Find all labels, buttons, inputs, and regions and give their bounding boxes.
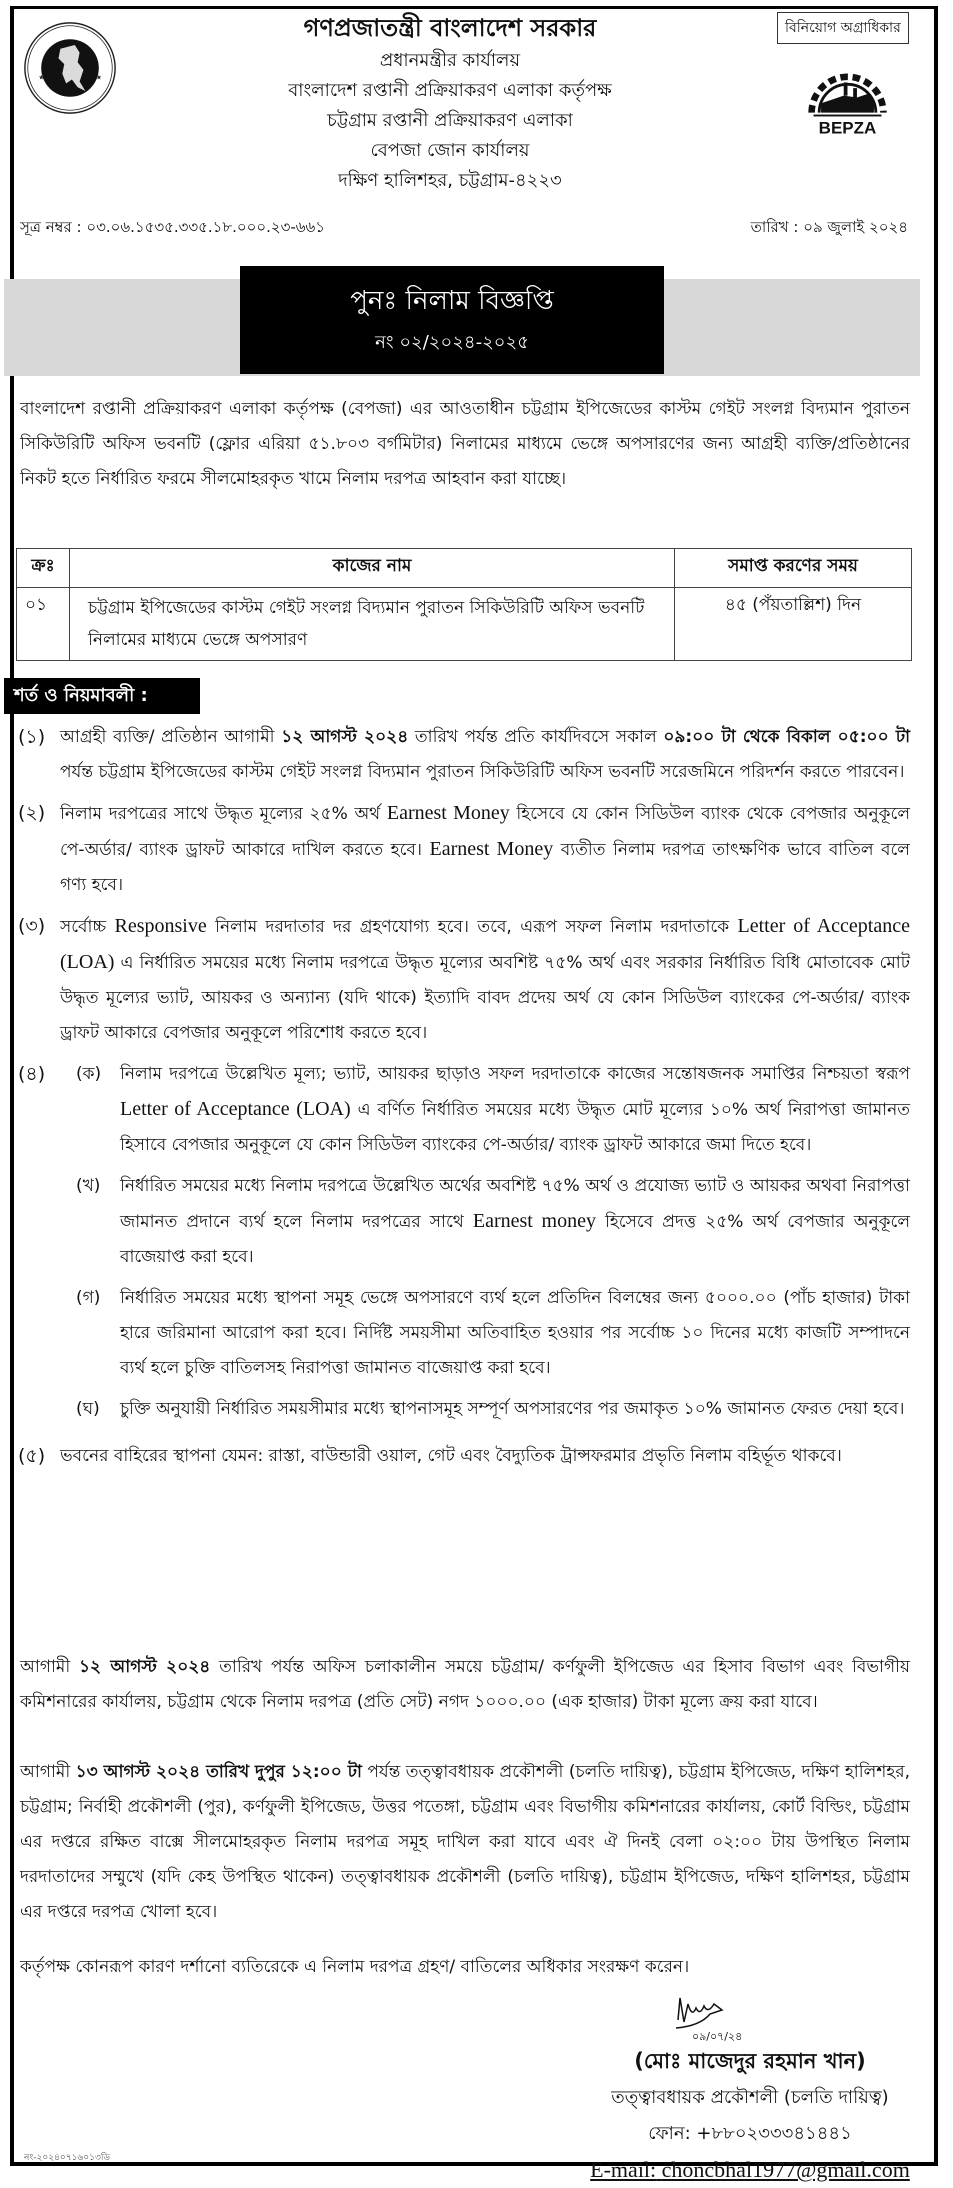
rule-number: (৩) xyxy=(18,915,46,937)
svg-text:BEPZA: BEPZA xyxy=(818,118,877,138)
column-header-serial: ক্রঃ xyxy=(17,549,70,588)
rule-text: হিসেবে প্রদত্ত ২৫% অর্থ বেপজার অনুকূলে বাজেয়াপ্ত করা হবে। xyxy=(120,1212,910,1267)
svg-text:★: ★ xyxy=(38,73,45,82)
work-table xyxy=(16,548,912,661)
rights-paragraph: কর্তৃপক্ষ কোনরূপ কারণ দর্শানো ব্যতিরেকে এ নিলাম দরপত্র গ্রহণ/ বাতিলের অধিকার সংরক্ষণ করেন। xyxy=(20,1957,690,1977)
rule-4-kha xyxy=(76,1169,910,1275)
office-name: বেপজা জোন কার্যালয় xyxy=(370,140,530,161)
signatory-designation: তত্ত্বাবধায়ক প্রকৌশলী (চলতি দায়িত্ব) xyxy=(611,2087,889,2108)
table-header-row xyxy=(17,549,912,588)
signatory-email-line xyxy=(560,2152,940,2188)
rule-4-ga xyxy=(76,1281,910,1386)
rule-text: ভবনের বাহিরের স্থাপনা যেমন: রাস্তা, বাউন্ডারী ওয়াল, গেট এবং বৈদ্যুতিক ট্রান্সফরমার প্রভৃতি নিলাম বহির্ভূত থাকবে। xyxy=(60,1446,842,1466)
rule-text: নির্ধারিত সময়ের মধ্যে নিলাম দরপত্রে উল্লেখিত অর্থের অবশিষ্ট ৭৫% অর্থ ও প্রযোজ্য ভ্যাট ও আয়কর অথবা নিরাপত্তা জামানত প্রদানে ব্যর্থ হলে নিলাম দরপত্রের সাথে xyxy=(120,1176,910,1232)
intro-paragraph: বাংলাদেশ রপ্তানী প্রক্রিয়াকরণ এলাকা কর্তৃপক্ষ (বেপজা) এর আওতাধীন চট্টগ্রাম ইপিজেডের কাস্টম গেইট সংলগ্ন বিদ্যমান পুরাতন সিকিউরিটি অফিস ভবনটি (ফ্লোর এরিয়া ৫১.৮০৩ বর্গমিটার) নিলামের মাধ্যমে ভেঙ্গে অপসারণের জন্য আগ্রহী ব্যক্তি/প্রতিষ্ঠানের নিকট হতে নির্ধারিত ফরমে সীলমোহরকৃত খামে নিলাম দরপত্র আহবান করা যাচ্ছে। xyxy=(20,399,910,489)
letterhead xyxy=(150,10,750,196)
ministry-name: প্রধানমন্ত্রীর কার্যালয় xyxy=(379,50,521,71)
rule-4-gha xyxy=(76,1392,910,1427)
paragraph-text: আগামী xyxy=(20,1762,76,1782)
purchase-deadline: ১২ আগস্ট ২০২৪ xyxy=(79,1657,211,1677)
investment-priority-label: বিনিয়োগ অগ্রাধিকার xyxy=(777,12,909,44)
rule-text: এ নির্ধারিত সময়ের মধ্যে নিলাম দরপত্রে উদ্ধৃত মূল্যের অবশিষ্ট ৭৫% অর্থ এবং সরকার নির্ধারিত বিধি মোতাবেক মোট উদ্ধৃত মূল্যের ভ্যাট, আয়কর ও অন্যান্য (যদি থাকে) ইত্যাদি বাবদ প্রদেয় অর্থ যে কোন সিডিউল ব্যাংকের পে-অর্ডার/ ব্যাংক ড্রাফট আকারে বেপজার অনুকূলে পরিশোধ করতে হবে। xyxy=(60,953,910,1043)
zone-name: চট্টগ্রাম রপ্তানী প্রক্রিয়াকরণ এলাকা xyxy=(327,110,573,131)
rule-text: ব্যতীত নিলাম দরপত্র তাৎক্ষণিক ভাবে বাতিল বলে গণ্য হবে। xyxy=(60,840,910,895)
earnest-money-term: Earnest Money xyxy=(386,802,510,824)
earnest-money-term: Earnest Money xyxy=(429,838,554,860)
submission-deadline: ১৩ আগস্ট ২০২৪ তারিখ দুপুর ১২:০০ টা xyxy=(75,1762,362,1782)
notice-title-box xyxy=(240,266,664,374)
sub-rule-number: (খ) xyxy=(76,1176,101,1196)
rule-text: হিসেবে যে কোন সিডিউল ব্যাংক থেকে বেপজার অনুকূলে পে-অর্ডার/ ব্যাংক ড্রাফট আকারে দাখিল করতে হবে। xyxy=(60,804,910,860)
rule-text: নিলাম দরপত্রের সাথে উদ্ধৃত মূল্যের ২৫% অর্থ xyxy=(60,804,387,824)
notice-title: পুনঃ নিলাম বিজ্ঞপ্তি xyxy=(350,286,554,316)
paragraph-text: আগামী xyxy=(20,1657,80,1677)
submission-paragraph xyxy=(20,1755,910,1930)
bepza-logo-icon xyxy=(800,56,895,141)
signature-date: ০৯/০৭/২৪ xyxy=(692,2030,743,2043)
earnest-money-term: Earnest money xyxy=(472,1210,596,1232)
svg-text:★: ★ xyxy=(95,73,102,82)
rule-number: (১) xyxy=(18,726,46,748)
rule-text: এ বর্ণিত নির্ধারিত সময়ের মধ্যে উদ্ধৃত মোট মূল্যের ১০% অর্থ নিরাপত্তা জামানত হিসাবে বেপজার অনুকূলে যে কোন সিডিউল ব্যাংকের পে-অর্ডার/ ব্যাংক ড্রাফট আকারে জমা দিতে হবে। xyxy=(120,1100,910,1155)
loa-term: Letter of Acceptance (LOA) xyxy=(120,1098,351,1120)
loa-term: Letter of Acceptance (LOA) xyxy=(60,915,910,973)
rule-4-ka xyxy=(76,1057,910,1163)
rule-text: নির্ধারিত সময়ের মধ্যে স্থাপনা সমূহ ভেঙ্গে অপসারণে ব্যর্থ হলে প্রতিদিন বিলম্বের জন্য ৫০০০.০০ (পাঁচ হাজার) টাকা হারে জরিমানা আরোপ করা হবে। নির্দিষ্ট সময়সীমা অতিবাহিত হওয়ার পর সর্বোচ্চ ১০ দিনের মধ্যে কাজটি সম্পাদনে ব্যর্থ হলে চুক্তি বাতিলসহ নিরাপত্তা জামানত বাজেয়াপ্ত করা হবে। xyxy=(120,1288,910,1378)
terms-list xyxy=(18,720,910,1480)
rule-number: (৫) xyxy=(18,1445,46,1467)
footer-code: নং-২০২৪০৭১৬০১৩ডি xyxy=(24,2153,111,2163)
rule-text: নিলাম দরপত্রে উল্লেখিত মূল্য; ভ্যাট, আয়কর ছাড়াও সফল দরদাতাকে কাজের সন্তোষজনক সমাপ্তির নিশ্চয়তা স্বরূপ xyxy=(120,1064,910,1084)
cell-serial: ০১ xyxy=(17,588,70,661)
sub-rule-number: (ক) xyxy=(76,1064,102,1084)
rule-number: (৪) xyxy=(18,1063,46,1085)
cell-completion-time: ৪৫ (পঁয়তাল্লিশ) দিন xyxy=(675,588,912,661)
notice-number: নং ০২/২০২৪-২০২৫ xyxy=(375,332,529,353)
rule-text: পর্যন্ত চট্টগ্রাম ইপিজেডের কাস্টম গেইট সংলগ্ন বিদ্যমান পুরাতন সিকিউরিটি অফিস ভবনটি সরেজমিনে পরিদর্শন করতে পারবেন। xyxy=(60,762,905,782)
rule-2 xyxy=(18,796,910,903)
rule-text: সর্বোচ্চ xyxy=(60,917,115,937)
paragraph-text: তারিখ পর্যন্ত অফিস চলাকালীন সময়ে চট্টগ্রাম/ কর্ণফুলী ইপিজেড এর হিসাব বিভাগ এবং বিভাগীয় কমিশনারের কার্যালয়, চট্টগ্রাম থেকে নিলাম দরপত্র (প্রতি সেট) নগদ ১০০০.০০ (এক হাজার) টাকা মূল্যে ক্রয় করা যাবে। xyxy=(20,1657,911,1712)
column-header-completion-time: সমাপ্ত করণের সময় xyxy=(675,549,912,588)
table-row xyxy=(17,588,912,661)
inspection-hours: ০৯:০০ টা থেকে বিকাল ০৫:০০ টা xyxy=(663,727,911,747)
cell-work-name: চট্টগ্রাম ইপিজেডের কাস্টম গেইট সংলগ্ন বিদ্যমান পুরাতন সিকিউরিটি অফিস ভবনটি নিলামের মাধ্যমে ভেঙ্গে অপসারণ xyxy=(70,588,675,661)
government-seal-icon xyxy=(22,20,118,116)
terms-heading: শর্ত ও নিয়মাবলী : xyxy=(4,678,200,714)
signatory-phone: ফোন: +৮৮০২৩৩৩৪১৪৪১ xyxy=(648,2123,852,2144)
authority-name: বাংলাদেশ রপ্তানী প্রক্রিয়াকরণ এলাকা কর্তৃপক্ষ xyxy=(288,80,612,101)
rule-5 xyxy=(18,1439,910,1474)
office-address: দক্ষিণ হালিশহর, চট্টগ্রাম-৪২২৩ xyxy=(338,170,562,191)
rule-3 xyxy=(18,909,910,1051)
rule-4 xyxy=(18,1057,910,1433)
signature-block xyxy=(560,1990,940,2188)
sub-rule-number: (ঘ) xyxy=(76,1399,100,1419)
sub-rule-number: (গ) xyxy=(76,1288,101,1308)
email-link[interactable]: choncbhal1977@gmail.com xyxy=(661,2157,910,2182)
reference-number: সূত্র নম্বর : ০৩.০৬.১৫৩৫.৩৩৫.১৮.০০০.২৩-৬৬১ xyxy=(20,218,326,236)
inspection-deadline: ১২ আগস্ট ২০২৪ xyxy=(281,727,409,747)
paragraph-text: পর্যন্ত তত্ত্বাবধায়ক প্রকৌশলী (চলতি দায়িত্ব), চট্টগ্রাম ইপিজেড, দক্ষিণ হালিশহর, চট্টগ্রাম; নির্বাহী প্রকৌশলী (পুর), কর্ণফুলী ইপিজেড, উত্তর পতেঙ্গা, চট্টগ্রাম এবং বিভাগীয় কমিশনারের কার্যালয়, কোর্ট বিল্ডিং, চট্টগ্রাম এর দপ্তরে রক্ষিত বাক্সে সীলমোহরকৃত নিলাম দরপত্র সমূহ দাখিল করা যাবে এবং ঐ দিনই বেলা ০২:০০ টায় উপস্থিত নিলাম দরদাতাদের সম্মুখে (যদি কেহ উপস্থিত থাকেন) তত্ত্বাবধায়ক প্রকৌশলী (চলতি দায়িত্ব), চট্টগ্রাম ইপিজেড, দক্ষিণ হালিশহর, চট্টগ্রাম এর দপ্তরে দরপত্র খোলা হবে। xyxy=(20,1762,910,1922)
rule-text: তারিখ পর্যন্ত প্রতি কার্যদিবসে সকাল xyxy=(408,727,664,747)
notice-date: তারিখ : ০৯ জুলাই ২০২৪ xyxy=(750,218,908,236)
rule-text: আগ্রহী ব্যক্তি/ প্রতিষ্ঠান আগামী xyxy=(60,727,282,747)
email-label: E-mail: xyxy=(590,2157,657,2182)
reference-line xyxy=(20,216,908,241)
signatory-name: (মোঃ মাজেদুর রহমান খান) xyxy=(634,2049,866,2073)
purchase-paragraph xyxy=(20,1650,910,1720)
government-name: গণপ্রজাতন্ত্রী বাংলাদেশ সরকার xyxy=(303,14,597,42)
rule-text: চুক্তি অনুযায়ী নির্ধারিত সময়সীমার মধ্যে স্থাপনাসমূহ সম্পূর্ণ অপসারণের পর জমাকৃত ১০% জামানত ফেরত দেয়া হবে। xyxy=(120,1399,905,1419)
responsive-term: Responsive xyxy=(114,915,207,937)
rule-number: (২) xyxy=(18,802,46,824)
rule-1 xyxy=(18,720,910,790)
column-header-work-name: কাজের নাম xyxy=(70,549,675,588)
rule-text: নিলাম দরদাতার দর গ্রহণযোগ্য হবে। তবে, এরূপ সফল নিলাম দরদাতাকে xyxy=(206,917,738,937)
